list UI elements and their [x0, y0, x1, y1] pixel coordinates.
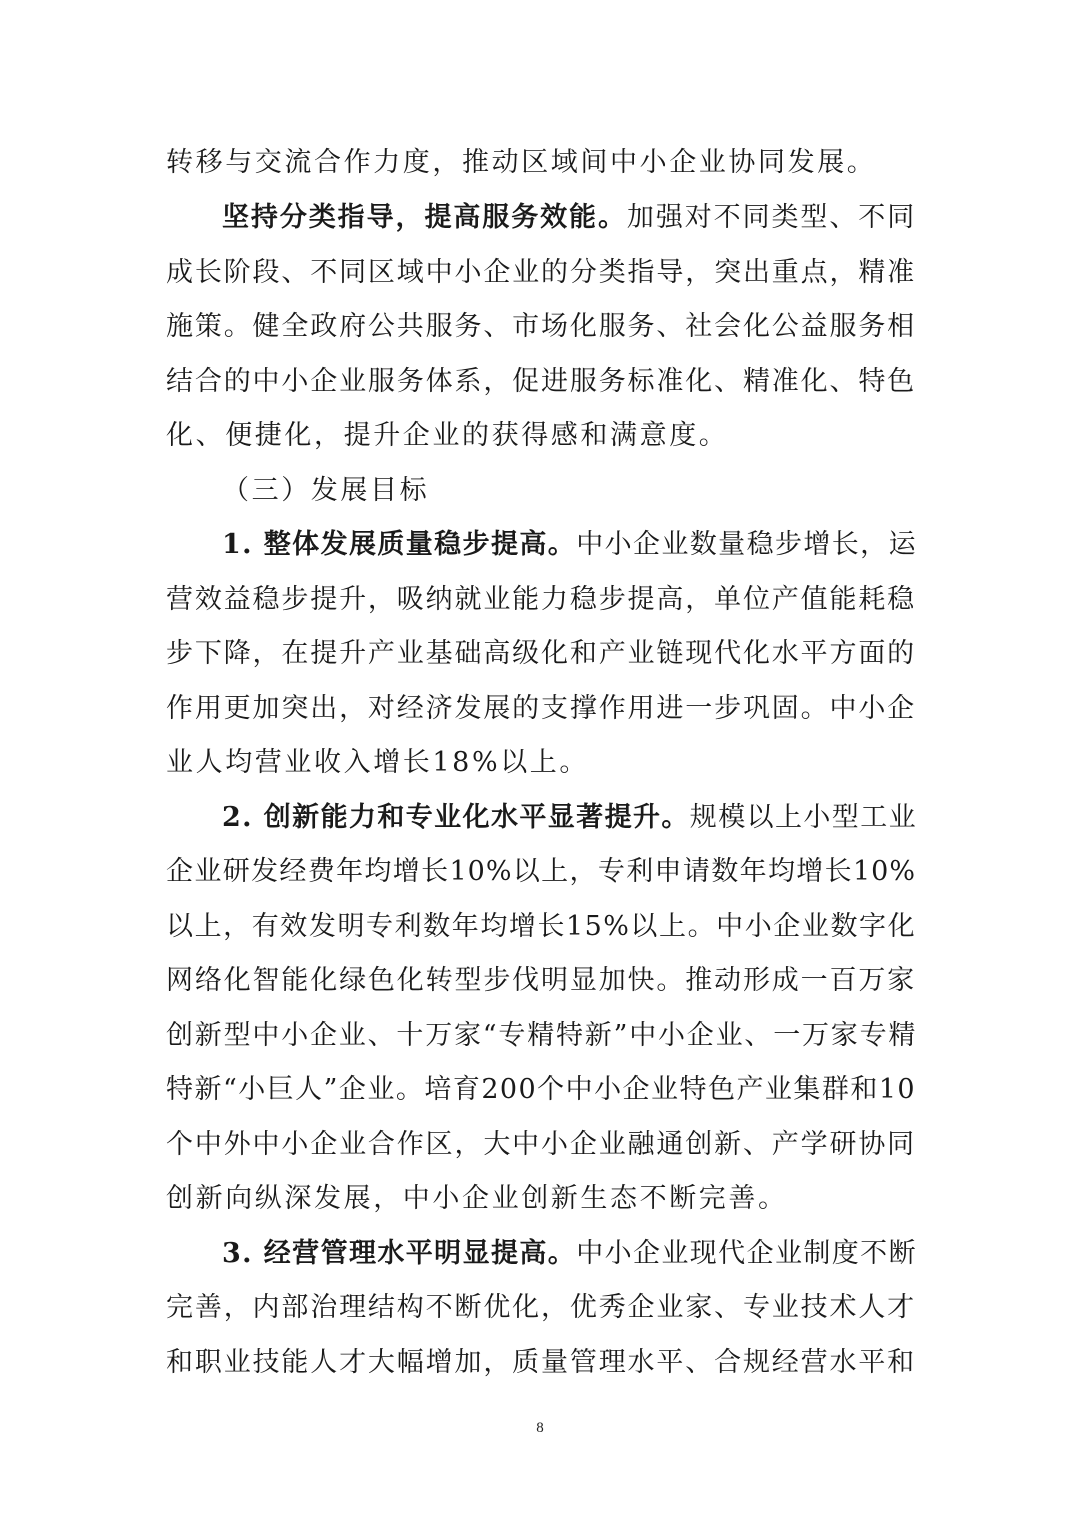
line-text: 中小企业数量稳步增长，运: [576, 529, 917, 560]
paragraph-line: [166, 745, 916, 781]
line-text: 作用更加突出，对经济发展的支撑作用进一步巩固。中小企: [166, 693, 916, 724]
line-text: 创新向纵深发展，中小企业创新生态不断完善。: [166, 1183, 788, 1214]
line-text: 成长阶段、不同区域中小企业的分类指导，突出重点，精准: [166, 257, 916, 288]
paragraph-line: [222, 800, 916, 836]
line-text: 个中外中小企业合作区，大中小企业融通创新、产学研协同: [166, 1129, 916, 1160]
paragraph-line: [166, 255, 916, 291]
line-text: 规模以上小型工业: [689, 802, 917, 833]
paragraph-line: [166, 1181, 916, 1217]
paragraph-line: [222, 200, 916, 236]
line-text: 完善，内部治理结构不断优化，优秀企业家、专业技术人才: [166, 1292, 916, 1323]
paragraph-line: [166, 1072, 916, 1108]
paragraph-line: [166, 854, 916, 890]
paragraph-line: [166, 636, 916, 672]
paragraph-line: [166, 582, 916, 618]
paragraph-line: [166, 1018, 916, 1054]
section-heading: [222, 473, 916, 509]
line-text: 以上，有效发明专利数年均增长15%以上。中小企业数字化: [166, 911, 916, 942]
line-text: 业人均营业收入增长18%以上。: [166, 747, 590, 778]
paragraph-heading: 3. 经营管理水平明显提高。: [222, 1238, 577, 1269]
paragraph-line: [166, 145, 916, 181]
paragraph-line: [166, 963, 916, 999]
line-text: 结合的中小企业服务体系，促进服务标准化、精准化、特色: [166, 366, 916, 397]
paragraph-heading: 2. 创新能力和专业化水平显著提升。: [222, 802, 690, 833]
line-text: 和职业技能人才大幅增加，质量管理水平、合规经营水平和: [166, 1347, 916, 1378]
paragraph-line: [166, 1290, 916, 1326]
line-text: 化、便捷化，提升企业的获得感和满意度。: [166, 420, 729, 451]
paragraph-line: [166, 691, 916, 727]
paragraph-line: [166, 909, 916, 945]
line-text: 转移与交流合作力度，推动区域间中小企业协同发展。: [166, 147, 877, 178]
page-number: 8: [536, 1420, 544, 1436]
paragraph-heading: 坚持分类指导，提高服务效能。: [222, 202, 627, 233]
paragraph-line: [222, 1236, 916, 1272]
line-text: 网络化智能化绿色化转型步伐明显加快。推动形成一百万家: [166, 965, 916, 996]
line-text: 施策。健全政府公共服务、市场化服务、社会化公益服务相: [166, 311, 916, 342]
paragraph-line: [166, 309, 916, 345]
line-text: 企业研发经费年均增长10%以上，专利申请数年均增长10%: [166, 856, 916, 887]
paragraph-line: [222, 527, 916, 563]
line-text: 创新型中小企业、十万家“专精特新”中小企业、一万家专精: [166, 1020, 918, 1051]
line-text: 营效益稳步提升，吸纳就业能力稳步提高，单位产值能耗稳: [166, 584, 916, 615]
line-text: 中小企业现代企业制度不断: [576, 1238, 917, 1269]
line-text: 步下降，在提升产业基础高级化和产业链现代化水平方面的: [166, 638, 916, 669]
paragraph-line: [166, 1127, 916, 1163]
paragraph-line: [166, 364, 916, 400]
paragraph-line: [166, 418, 916, 454]
line-text: 加强对不同类型、不同: [626, 202, 917, 233]
line-text: 特新“小巨人”企业。培育200个中小企业特色产业集群和10: [166, 1074, 916, 1105]
section-heading-text: （三）发展目标: [222, 475, 430, 506]
paragraph-heading: 1. 整体发展质量稳步提高。: [222, 529, 577, 560]
paragraph-line: [166, 1345, 916, 1381]
